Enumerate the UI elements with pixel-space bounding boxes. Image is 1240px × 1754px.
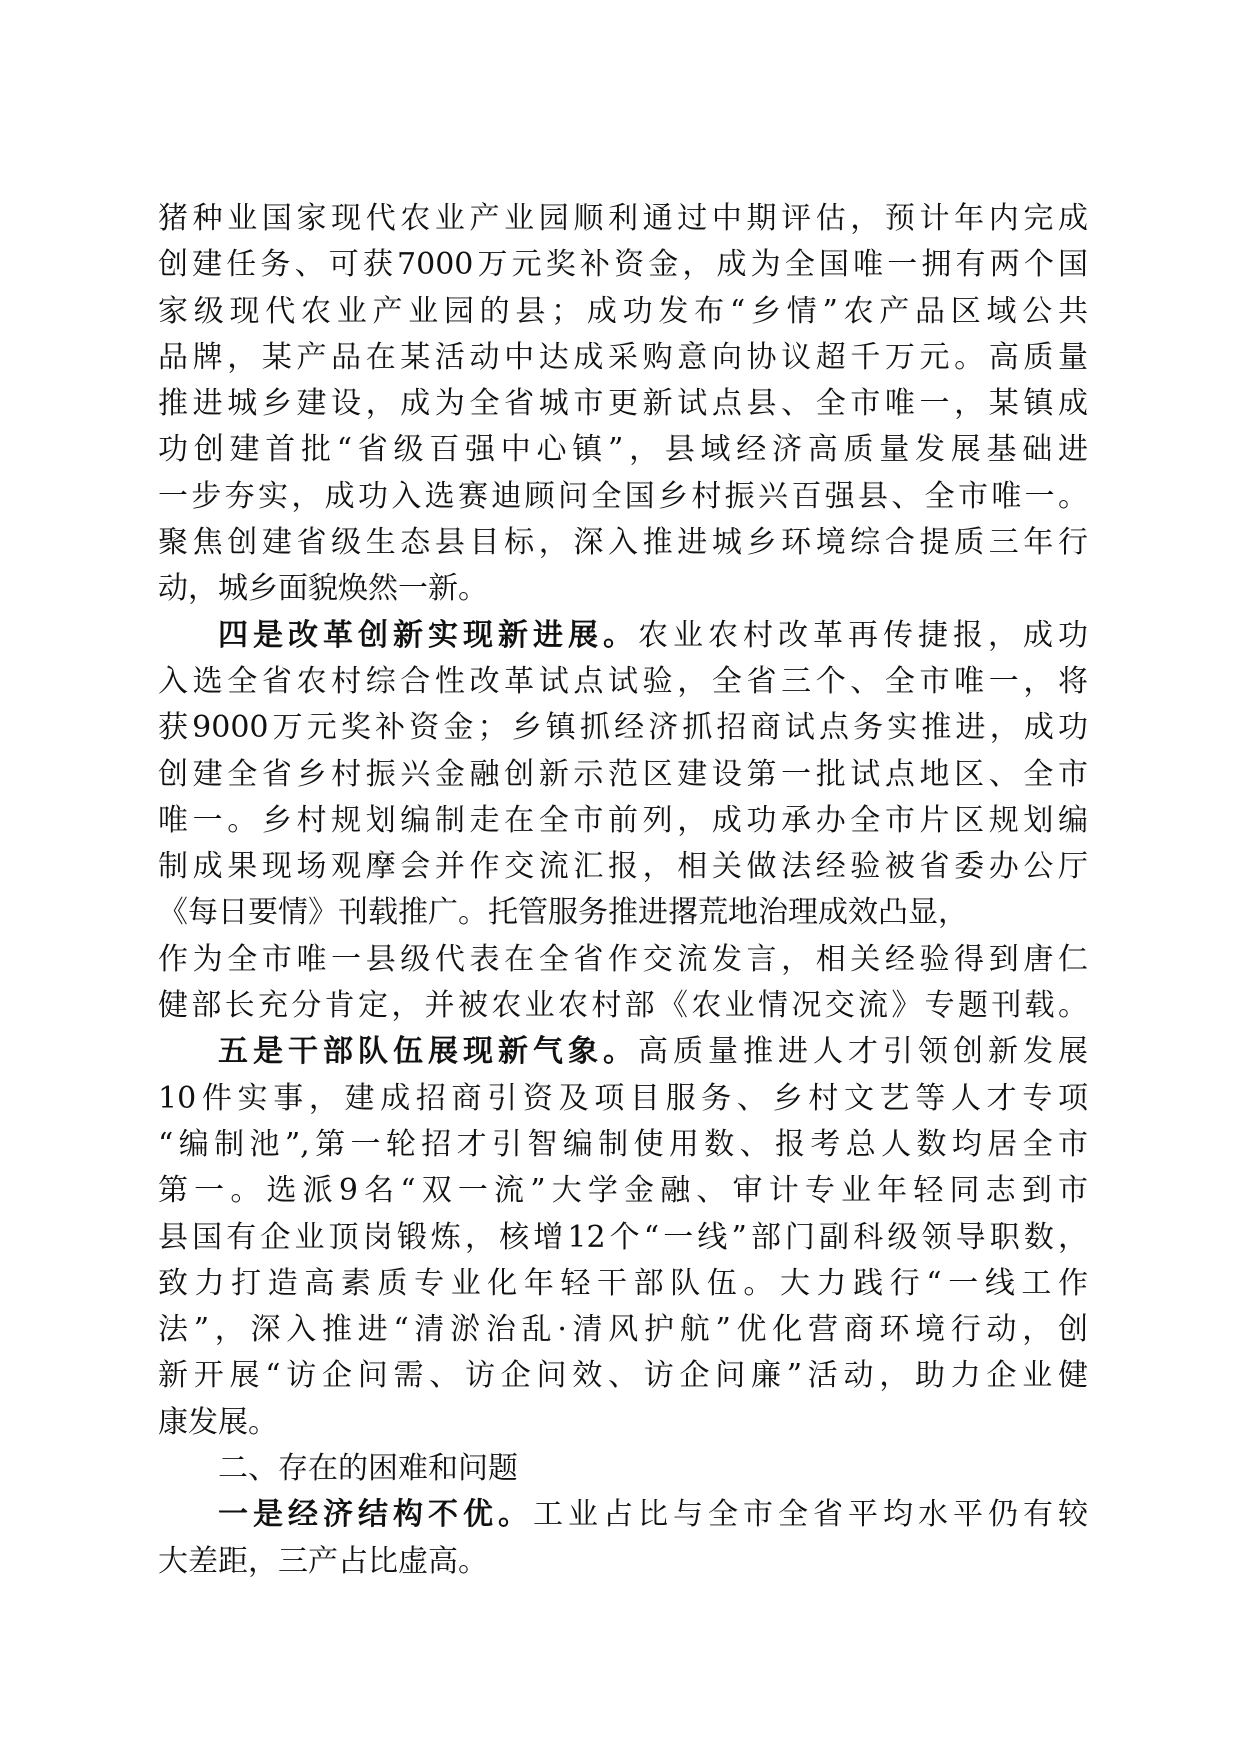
paragraph-cadre-team <box>158 1029 1088 1446</box>
text-line: 《每日要情》刊载推广。托管服务推进撂荒地治理成效凸显， <box>158 895 968 931</box>
text-line: 猪种业国家现代农业产业园顺利通过中期评估，预计年内完成 <box>158 201 1088 236</box>
text-line: 创建任务、可获7000万元奖补资金，成为全国唯一拥有两个国 <box>158 247 1088 283</box>
text-line: 大差距，三产占比虚高。 <box>158 1543 488 1579</box>
paragraph-economic-structure <box>158 1492 1088 1585</box>
text-line: 品牌，某产品在某活动中达成采购意向协议超千万元。高质量 <box>158 339 1088 375</box>
text-line: 县国有企业顶岗锻炼，核增12个“一线”部门副科级领导职数， <box>158 1219 1088 1255</box>
paragraph-lead-text: 农业农村改革再传捷报，成功 <box>638 617 1088 653</box>
section-heading: 二、存在的困难和问题 <box>218 1451 518 1487</box>
text-line <box>158 1029 1088 1075</box>
text-line: 作为全市唯一县级代表在全省作交流发言，相关经验得到唐仁 <box>158 941 1088 977</box>
text-line: 第一。选派9名“双一流”大学金融、审计专业年轻同志到市 <box>158 1173 1088 1209</box>
document-page <box>158 196 1088 1585</box>
text-line: 推进城乡建设，成为全省城市更新试点县、全市唯一，某镇成 <box>158 386 1088 422</box>
paragraph-achievements-continued <box>158 196 1088 613</box>
text-line: 康发展。 <box>158 1404 278 1440</box>
text-line: 动，城乡面貌焕然一新。 <box>158 571 488 607</box>
text-line: 获9000万元奖补资金；乡镇抓经济抓招商试点务实推进，成功 <box>158 710 1088 746</box>
text-line: 创建全省乡村振兴金融创新示范区建设第一批试点地区、全市 <box>158 756 1088 792</box>
text-line <box>158 1492 1088 1538</box>
text-line: “编制池”,第一轮招才引智编制使用数、报考总人数均居全市 <box>158 1126 1088 1162</box>
paragraph-lead-text: 高质量推进人才引领创新发展 <box>638 1034 1088 1070</box>
text-line: 制成果现场观摩会并作交流汇报，相关做法经验被省委办公厅 <box>158 849 1088 885</box>
text-line: 法”，深入推进“清淤治乱·清风护航”优化营商环境行动，创 <box>158 1312 1088 1348</box>
text-line: 聚焦创建省级生态县目标，深入推进城乡环境综合提质三年行 <box>158 525 1088 561</box>
paragraph-lead: 一是经济结构不优。 <box>218 1497 533 1533</box>
paragraph-lead-text: 工业占比与全市全省平均水平仍有较 <box>533 1497 1088 1533</box>
text-line: 功创建首批“省级百强中心镇”，县域经济高质量发展基础进 <box>158 432 1088 468</box>
text-line: 致力打造高素质专业化年轻干部队伍。大力践行“一线工作 <box>158 1265 1088 1301</box>
text-line: 唯一。乡村规划编制走在全市前列，成功承办全市片区规划编 <box>158 802 1088 838</box>
text-line: 健部长充分肯定，并被农业农村部《农业情况交流》专题刊载。 <box>158 988 1088 1024</box>
text-line: 一步夯实，成功入选赛迪顾问全国乡村振兴百强县、全市唯一。 <box>158 478 1088 514</box>
paragraph-lead: 四是改革创新实现新进展。 <box>218 617 638 653</box>
text-line: 新开展“访企问需、访企问效、访企问廉”活动，助力企业健 <box>158 1358 1088 1394</box>
text-line: 10件实事，建成招商引资及项目服务、乡村文艺等人才专项 <box>158 1080 1088 1116</box>
paragraph-lead: 五是干部队伍展现新气象。 <box>218 1034 638 1070</box>
text-line: 入选全省农村综合性改革试点试验，全省三个、全市唯一，将 <box>158 663 1088 699</box>
text-line <box>158 613 1088 659</box>
text-line: 家级现代农业产业园的县；成功发布“乡情”农产品区域公共 <box>158 293 1088 329</box>
paragraph-reform-innovation <box>158 613 1088 1030</box>
